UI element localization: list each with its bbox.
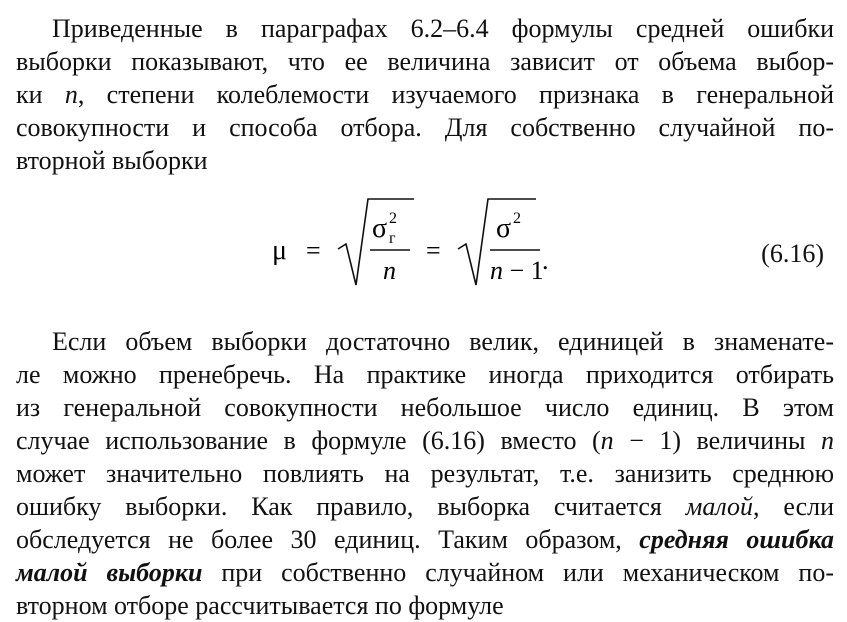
italic-variable-n: n	[64, 80, 78, 109]
text-fragment: ки	[16, 80, 65, 109]
text-line: вторной выборки	[16, 146, 208, 175]
formula-equals: =	[306, 236, 321, 265]
text-line: может значительно повлиять на результат, т.е. занизить среднюю	[16, 459, 834, 488]
italic-variable-n: n	[600, 426, 614, 455]
paragraph-intro	[16, 12, 834, 177]
formula-6-16	[16, 197, 834, 307]
formula-denominator-minus-one: − 1	[503, 256, 544, 285]
text-fragment: , если	[753, 492, 835, 521]
formula-graphic	[16, 197, 834, 307]
bold-italic-term: средняя ошибка	[639, 525, 834, 554]
formula-superscript: 2	[513, 210, 521, 227]
text-line	[16, 490, 834, 523]
formula-lhs-mu: μ	[272, 235, 288, 266]
formula-denominator-n: n	[490, 256, 503, 285]
document-page	[16, 12, 834, 622]
text-line	[16, 523, 834, 556]
text-fragment: случае использование в формуле (6.16) вместо (	[16, 426, 601, 455]
text-fragment: ошибку выборки. Как правило, выборка считается	[16, 492, 686, 521]
text-line: Приведенные в параграфах 6.2–6.4 формулы средней ошибки	[52, 14, 834, 43]
text-line: из генеральной совокупности небольшое число единиц. В этом	[16, 393, 834, 422]
bold-italic-term: малой выборки	[16, 558, 203, 587]
text-line: Если объем выборки достаточно велик, единицей в знаменате-	[52, 327, 834, 356]
text-line	[16, 78, 834, 111]
text-line: совокупности и способа отбора. Для собственно случайной по-	[16, 113, 834, 142]
formula-denominator-n: n	[383, 256, 396, 285]
paragraph-small-sample	[16, 325, 834, 622]
text-line: выборки показывают, что ее величина зависит от объема выбор-	[16, 47, 834, 76]
text-fragment: , степени колеблемости изучаемого признака в генеральной	[77, 80, 835, 109]
formula-sigma: σ	[372, 213, 388, 244]
formula-superscript: 2	[389, 210, 397, 227]
formula-denominator	[490, 256, 544, 285]
text-line	[16, 424, 834, 457]
italic-term-malaya: малой	[685, 492, 753, 521]
text-fragment: при собственно случайном или механическом по-	[202, 558, 834, 587]
text-line	[16, 556, 834, 589]
formula-period: .	[542, 246, 549, 275]
equation-number: (6.16)	[761, 239, 824, 268]
formula-subscript-g: г	[389, 230, 396, 247]
formula-equals: =	[426, 236, 441, 265]
text-fragment: − 1) величины	[613, 426, 821, 455]
formula-sigma: σ	[496, 213, 512, 244]
text-fragment: обследуется не более 30 единиц. Таким образом,	[16, 525, 640, 554]
text-line: ле можно пренебречь. На практике иногда приходится отбирать	[16, 360, 834, 389]
italic-variable-n: n	[821, 426, 834, 455]
text-line: вторном отборе рассчитывается по формуле	[16, 591, 504, 620]
